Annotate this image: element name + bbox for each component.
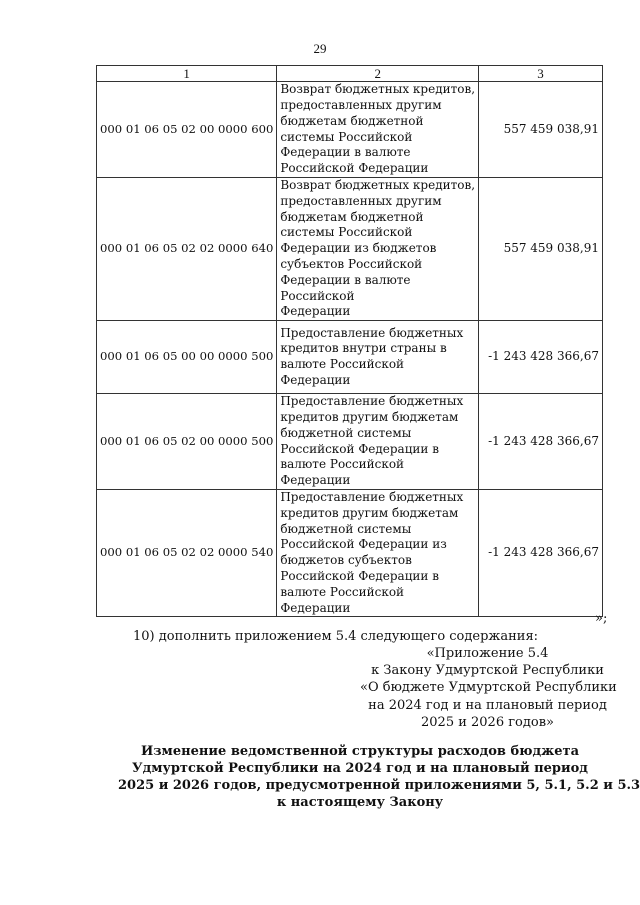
- description-line: предоставленных другим: [280, 97, 442, 112]
- appendix-reference: [360, 645, 615, 731]
- budget-code: 000 01 06 05 02 02 0000 640: [97, 178, 277, 321]
- table-row: [97, 82, 603, 178]
- description-line: Предоставление бюджетных: [280, 325, 464, 340]
- budget-code: 000 01 06 05 00 00 0000 500: [97, 321, 277, 394]
- description-line: Федерации из бюджетов: [280, 241, 437, 256]
- description-line: Федерации: [280, 372, 351, 387]
- description-line: Российской Федерации в: [280, 568, 439, 583]
- description-line: Федерации в валюте: [280, 272, 411, 287]
- description-line: Российской Федерации из: [280, 537, 447, 552]
- description-line: Федерации в валюте: [280, 145, 411, 160]
- description-line: бюджетов субъектов: [280, 553, 412, 568]
- amendment-item: 10) дополнить приложением 5.4 следующего содержания:: [133, 629, 539, 644]
- description-line: валюте Российской: [280, 357, 405, 372]
- description-line: Предоставление бюджетных: [280, 394, 464, 409]
- appendix-reference-line: 2025 и 2026 годов»: [421, 714, 554, 730]
- description-line: кредитов другим бюджетам: [280, 409, 459, 424]
- description-line: Возврат бюджетных кредитов,: [280, 82, 476, 97]
- description-line: Федерации: [280, 473, 351, 488]
- amount: -1 243 428 366,67: [479, 321, 603, 394]
- amount: -1 243 428 366,67: [479, 394, 603, 490]
- closing-quote: »;: [595, 611, 608, 626]
- description-line: кредитов внутри страны в: [280, 341, 447, 356]
- amount: 557 459 038,91: [479, 82, 603, 178]
- table-row: [97, 489, 603, 616]
- description-line: Российской Федерации: [280, 161, 429, 176]
- column-header-1: 1: [97, 66, 277, 82]
- table-header-row: [97, 66, 603, 82]
- description-line: валюте Российской: [280, 457, 405, 472]
- document-title-line: 2025 и 2026 годов, предусмотренной приложениями 5, 5.1, 5.2 и 5.3: [118, 778, 640, 793]
- appendix-reference-line: «Приложение 5.4: [426, 646, 549, 661]
- document-title: [118, 743, 640, 811]
- budget-code: 000 01 06 05 02 00 0000 500: [97, 394, 277, 490]
- document-title-line: к настоящему Закону: [276, 795, 444, 810]
- description: [277, 321, 479, 394]
- description: [277, 489, 479, 616]
- budget-code: 000 01 06 05 02 02 0000 540: [97, 489, 277, 616]
- description-line: предоставленных другим: [280, 193, 442, 208]
- description-line: бюджетам бюджетной: [280, 209, 424, 224]
- description-line: Федерации: [280, 304, 351, 319]
- table-row: [97, 321, 603, 394]
- budget-code: 000 01 06 05 02 00 0000 600: [97, 82, 277, 178]
- page-number: 29: [313, 41, 327, 56]
- document-title-line: Изменение ведомственной структуры расходов бюджета: [140, 744, 580, 759]
- description-line: системы Российской: [280, 129, 413, 144]
- description-line: Предоставление бюджетных: [280, 489, 464, 504]
- appendix-reference-line: на 2024 год и на плановый период: [368, 697, 607, 713]
- amount: 557 459 038,91: [479, 178, 603, 321]
- budget-sources-table: [96, 65, 603, 617]
- column-header-3: 3: [479, 66, 603, 82]
- description-line: Российской: [280, 288, 355, 303]
- description-line: Российской Федерации в: [280, 441, 439, 456]
- appendix-reference-line: «О бюджете Удмуртской Республики: [360, 680, 617, 696]
- table-row: [97, 394, 603, 490]
- description-line: кредитов другим бюджетам: [280, 505, 459, 520]
- amount: -1 243 428 366,67: [479, 489, 603, 616]
- description-line: валюте Российской: [280, 584, 405, 599]
- description-line: Федерации: [280, 600, 351, 615]
- description: [277, 394, 479, 490]
- description-line: бюджетной системы: [280, 521, 412, 536]
- description-line: бюджетам бюджетной: [280, 113, 424, 128]
- column-header-2: 2: [277, 66, 479, 82]
- description-line: субъектов Российской: [280, 256, 423, 271]
- appendix-reference-line: к Закону Удмуртской Республики: [371, 663, 604, 679]
- description: [277, 178, 479, 321]
- description-line: Возврат бюджетных кредитов,: [280, 178, 476, 192]
- document-title-line: Удмуртской Республики на 2024 год и на плановый период: [132, 761, 588, 776]
- description-line: бюджетной системы: [280, 425, 412, 440]
- description: [277, 82, 479, 178]
- table-row: [97, 178, 603, 321]
- description-line: системы Российской: [280, 225, 413, 240]
